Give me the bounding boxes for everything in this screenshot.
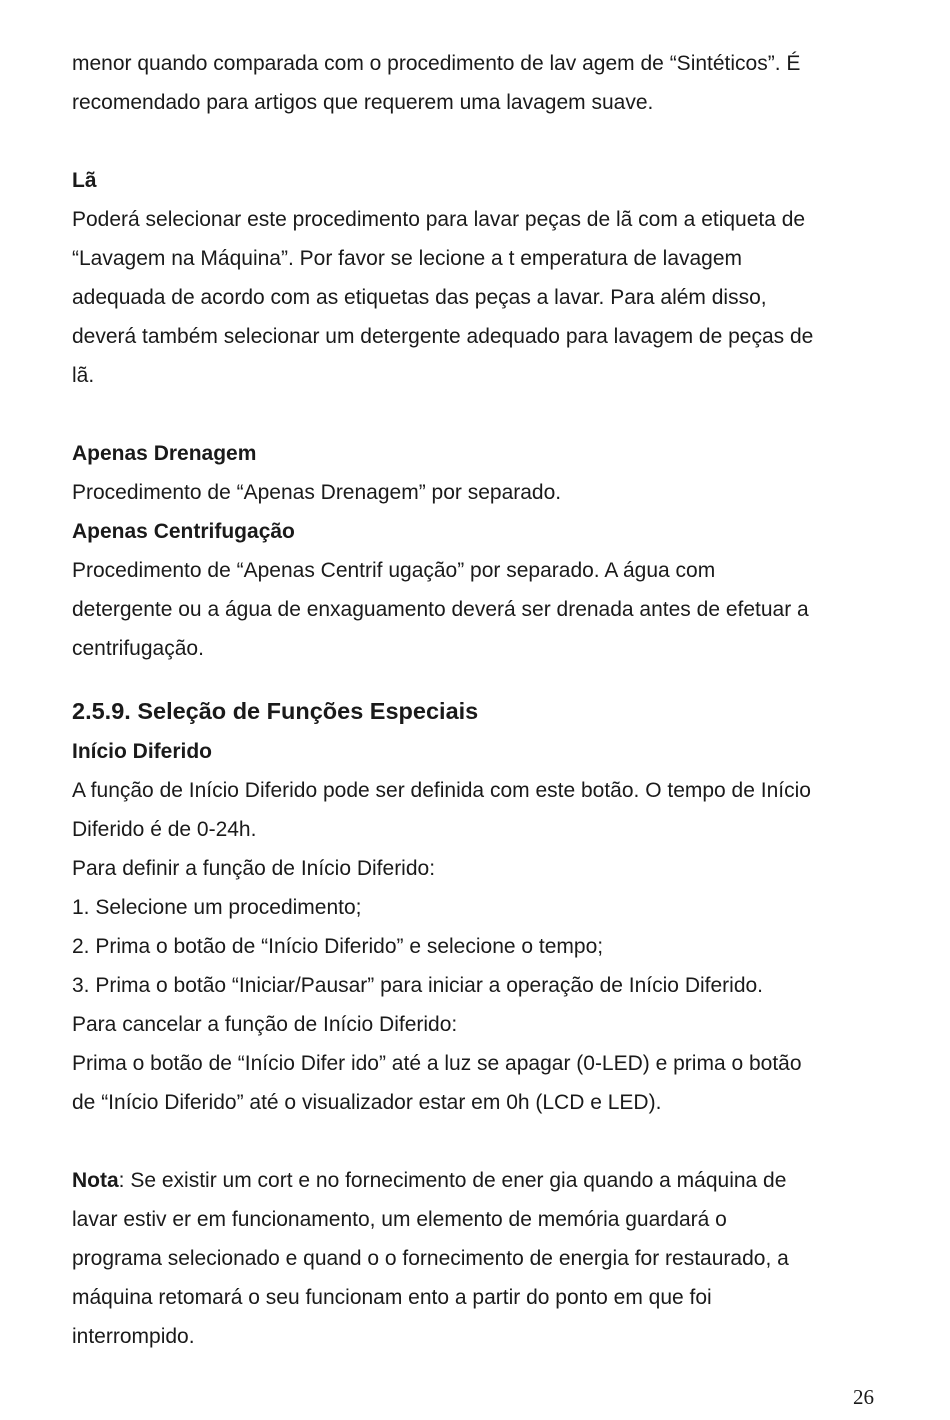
la-line-4: deverá também selecionar um detergente adequado para lavagem de peças de — [72, 325, 814, 348]
note-line-2: lavar estiv er em funcionamento, um elemento de memória guardará o — [72, 1208, 727, 1231]
section-step-2: 2. Prima o botão de “Início Diferido” e selecione o tempo; — [72, 935, 604, 958]
page-number: 26 — [853, 1385, 874, 1409]
note-line-5: interrompido. — [72, 1325, 195, 1348]
document-page — [72, 44, 882, 1356]
intro-line-2: recomendado para artigos que requerem uma lavagem suave. — [72, 91, 654, 114]
intro-line-1: menor quando comparada com o procedimento de lav agem de “Sintéticos”. É — [72, 52, 801, 75]
section-step-3: 3. Prima o botão “Iniciar/Pausar” para iniciar a operação de Início Diferido. — [72, 974, 764, 997]
apenas-centrifugacao-line-3: centrifugação. — [72, 637, 204, 660]
section-step-1: 1. Selecione um procedimento; — [72, 896, 362, 919]
section-line-8: Prima o botão de “Início Difer ido” até a luz se apagar (0-LED) e prima o botão — [72, 1052, 802, 1075]
apenas-centrifugacao-heading: Apenas Centrifugação — [72, 520, 295, 543]
apenas-centrifugacao-line-1: Procedimento de “Apenas Centrif ugação” por separado. A água com — [72, 559, 716, 582]
la-line-1: Poderá selecionar este procedimento para lavar peças de lã com a etiqueta de — [72, 208, 806, 231]
note-label: Nota — [72, 1169, 119, 1192]
section-title: 2.5.9. Seleção de Funções Especiais — [72, 698, 479, 724]
section-line-1: A função de Início Diferido pode ser definida com este botão. O tempo de Início — [72, 779, 811, 802]
la-line-3: adequada de acordo com as etiquetas das peças a lavar. Para além disso, — [72, 286, 767, 309]
apenas-drenagem-text: Procedimento de “Apenas Drenagem” por separado. — [72, 481, 562, 504]
section-line-9: de “Início Diferido” até o visualizador estar em 0h (LCD e LED). — [72, 1091, 662, 1114]
note-line-4: máquina retomará o seu funcionam ento a partir do ponto em que foi — [72, 1286, 712, 1309]
la-line-2: “Lavagem na Máquina”. Por favor se lecione a t emperatura de lavagem — [72, 247, 743, 270]
apenas-centrifugacao-line-2: detergente ou a água de enxaguamento deverá ser drenada antes de efetuar a — [72, 598, 809, 621]
note-line-1-text: : Se existir um cort e no fornecimento de ener gia quando a máquina de — [118, 1169, 787, 1192]
la-heading: Lã — [72, 169, 97, 192]
section-line-2: Diferido é de 0-24h. — [72, 818, 257, 841]
note-line-1 — [72, 1161, 882, 1200]
apenas-drenagem-heading: Apenas Drenagem — [72, 442, 257, 465]
section-line-3: Para definir a função de Início Diferido: — [72, 857, 436, 880]
note-line-3: programa selecionado e quand o o fornecimento de energia for restaurado, a — [72, 1247, 789, 1270]
section-subheading: Início Diferido — [72, 740, 213, 763]
la-line-5: lã. — [72, 364, 95, 387]
section-line-7: Para cancelar a função de Início Diferido: — [72, 1013, 458, 1036]
